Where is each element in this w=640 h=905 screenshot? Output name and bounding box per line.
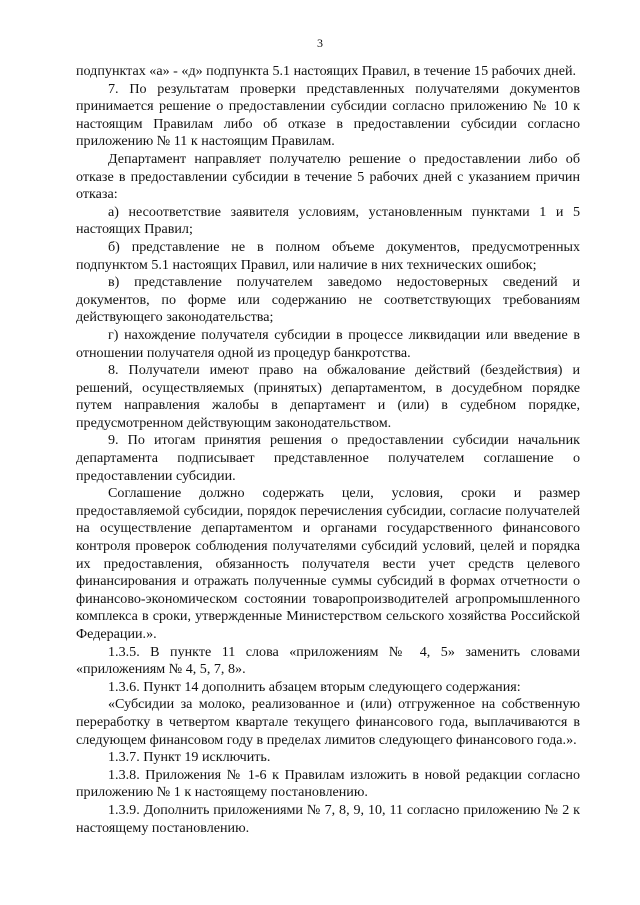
paragraph-1-3-7: 1.3.7. Пункт 19 исключить. [108,749,271,766]
paragraph-1-3-5: 1.3.5. В пункте 11 слова «приложениям № 4, 5» заменить словами «приложениям № 4, 5, 7, 8». [76,643,580,678]
paragraph-item-7: 7. По результатам проверки представленных получателями документов принимается решение о предоставлении субсидии согласно приложению № 10 к настоящим Правилам либо об отказе в предоставлении субсидии согласно приложению № 11 к настоящим Правилам. [76,80,580,150]
paragraph-reason-a: а) несоответствие заявителя условиям, установленным пунктами 1 и 5 настоящих Правил; [76,203,580,238]
document-body [76,63,580,837]
paragraph-item-9: 9. По итогам принятия решения о предоставлении субсидии начальник департамента подписывает представленное получателем соглашение о предоставлении субсидии. [76,432,580,484]
paragraph-department-notice: Департамент направляет получателю решение о предоставлении либо об отказе в предоставлении субсидии в течение 5 рабочих дней с указанием причин отказа: [76,150,580,203]
paragraph-milk-subsidy-quote: «Субсидии за молоко, реализованное и (или) отгруженное на собственную переработку в четвертом квартале текущего финансового года, выплачиваются в следующем финансовом году в пределах лимитов следующего финансового года.». [76,696,580,748]
page-number: 3 [317,36,323,50]
paragraph-reason-b: б) представление не в полном объеме документов, предусмотренных подпунктом 5.1 настоящих Правил, или наличие в них технических ошибок; [76,238,580,273]
paragraph-continuation: подпунктах «а» - «д» подпункта 5.1 настоящих Правил, в течение 15 рабочих дней. [76,63,577,79]
paragraph-1-3-8: 1.3.8. Приложения № 1-6 к Правилам изложить в новой редакции согласно приложению № 1 к настоящему постановлению. [76,766,580,801]
paragraph-item-8: 8. Получатели имеют право на обжалование действий (бездействия) и решений, осуществляемых (принятых) департаментом, в досудебном порядке путем направления жалобы в департамент и (или) в судебном порядке, предусмотренном действующим законодательством. [76,362,580,431]
paragraph-reason-v: в) представление получателем заведомо недостоверных сведений и документов, по форме или содержанию не соответствующих требованиям действующего законодательства; [76,274,580,326]
paragraph-1-3-6: 1.3.6. Пункт 14 дополнить абзацем вторым следующего содержания: [108,678,521,695]
paragraph-1-3-9: 1.3.9. Дополнить приложениями № 7, 8, 9, 10, 11 согласно приложению № 2 к настоящему постановлению. [76,801,580,836]
paragraph-agreement: Соглашение должно содержать цели, условия, сроки и размер предоставляемой субсидии, порядок перечисления субсидии, согласие получателей на осуществление департаментом и органами государственного финансового контроля проверок соблюдения получателями субсидий условий, целей и порядка их предоставления, обязанность получателя вести учет средств целевого финансирования и отражать полученные суммы субсидий в формах отчетности о финансово-экономическом состоянии товаропроизводителей агропромышленного комплекса в сроки, утвержденные Министерством сельского хозяйства Российской Федерации.». [76,485,580,642]
paragraph-reason-g: г) нахождение получателя субсидии в процессе ликвидации или введение в отношении получателя одной из процедур банкротства. [76,326,580,361]
